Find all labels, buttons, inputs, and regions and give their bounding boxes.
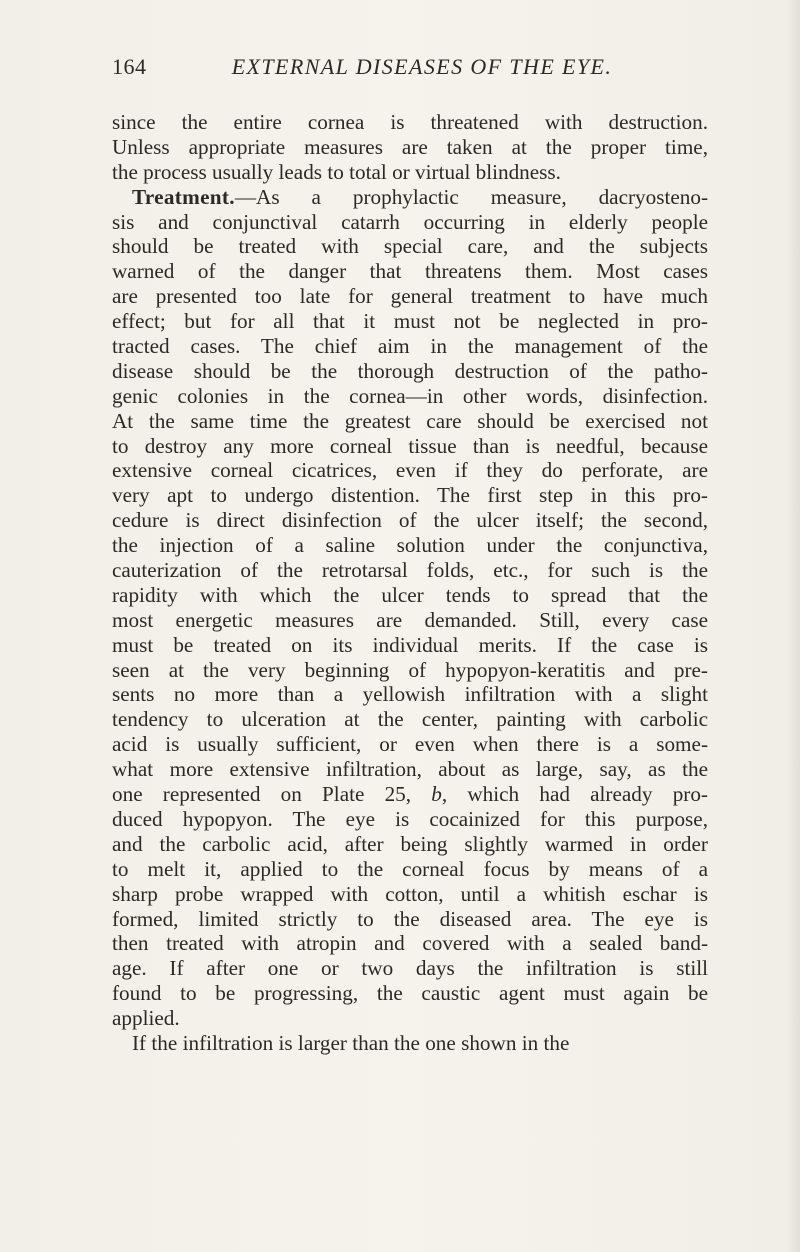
page-header xyxy=(112,50,712,84)
text-line: should be treated with special care, and the subjects xyxy=(112,234,708,259)
text-line: Unless appropriate measures are taken at the proper time, xyxy=(112,134,708,159)
text-line: sents no more than a yellowish infiltration with a slight xyxy=(112,682,708,707)
text-line: tracted cases. The chief aim in the management of the xyxy=(112,334,708,359)
body-text xyxy=(112,110,708,1056)
text-line: tendency to ulceration at the center, painting with carbolic xyxy=(112,707,708,732)
text-line: rapidity with which the ulcer tends to spread that the xyxy=(112,582,708,607)
text-line: At the same time the greatest care should be exercised not xyxy=(112,408,708,433)
text-line: and the carbolic acid, after being slightly warmed in order xyxy=(112,831,708,856)
text-line: the process usually leads to total or virtual blindness. xyxy=(112,159,561,184)
text-line: since the entire cornea is threatened with destruction. xyxy=(112,110,708,134)
running-head: EXTERNAL DISEASES OF THE EYE. xyxy=(231,54,613,79)
text-line: sis and conjunctival catarrh occurring in elderly people xyxy=(112,209,708,234)
text-line: seen at the very beginning of hypopyon-keratitis and pre- xyxy=(112,657,708,682)
text-line: disease should be the thorough destruction of the patho- xyxy=(112,358,708,383)
page-edge-shadow xyxy=(786,0,800,1252)
text-line: then treated with atropin and covered with a sealed band- xyxy=(112,931,708,956)
text-line: very apt to undergo distention. The first step in this pro- xyxy=(112,483,708,508)
text-line: duced hypopyon. The eye is cocainized for this purpose, xyxy=(112,806,708,831)
text-line: age. If after one or two days the infiltration is still xyxy=(112,956,708,981)
text-line: found to be progressing, the caustic agent must again be xyxy=(112,981,708,1006)
treatment-heading: Treatment. xyxy=(132,184,235,209)
text-line: the injection of a saline solution under the conjunctiva, xyxy=(112,533,708,558)
text-line: cedure is direct disinfection of the ulcer itself; the second, xyxy=(112,508,708,533)
text-line: If the infiltration is larger than the one shown in the xyxy=(132,1030,570,1055)
text-line: most energetic measures are demanded. Still, every case xyxy=(112,607,708,632)
text-line: genic colonies in the cornea—in other words, disinfection. xyxy=(112,383,708,408)
text-line: effect; but for all that it must not be neglected in pro- xyxy=(112,309,708,334)
text-line: extensive corneal cicatrices, even if they do perforate, are xyxy=(112,458,708,483)
text-line: to destroy any more corneal tissue than is needful, because xyxy=(112,433,708,458)
text-line xyxy=(112,185,708,210)
text-fragment: —As a prophylactic measure, dacryosteno- xyxy=(234,184,708,209)
text-line: must be treated on its individual merits. If the case is xyxy=(112,632,708,657)
text-line: cauterization of the retrotarsal folds, etc., for such is the xyxy=(112,558,708,583)
text-fragment: , which had already pro- xyxy=(441,782,708,807)
text-line: what more extensive infiltration, about as large, say, as the xyxy=(112,757,708,782)
text-line: acid is usually sufficient, or even when there is a some- xyxy=(112,732,708,757)
text-line: formed, limited strictly to the diseased area. The eye is xyxy=(112,906,708,931)
plate-letter: b xyxy=(431,782,442,807)
text-line: sharp probe wrapped with cotton, until a whitish eschar is xyxy=(112,881,708,906)
text-line: are presented too late for general treatment to have much xyxy=(112,284,708,309)
text-line: warned of the danger that threatens them. Most cases xyxy=(112,259,708,284)
text-line: applied. xyxy=(112,1006,180,1031)
text-fragment: one represented on Plate 25, xyxy=(112,782,432,807)
page-number: 164 xyxy=(112,54,147,79)
text-line xyxy=(112,782,708,807)
text-line: to melt it, applied to the corneal focus by means of a xyxy=(112,856,708,881)
